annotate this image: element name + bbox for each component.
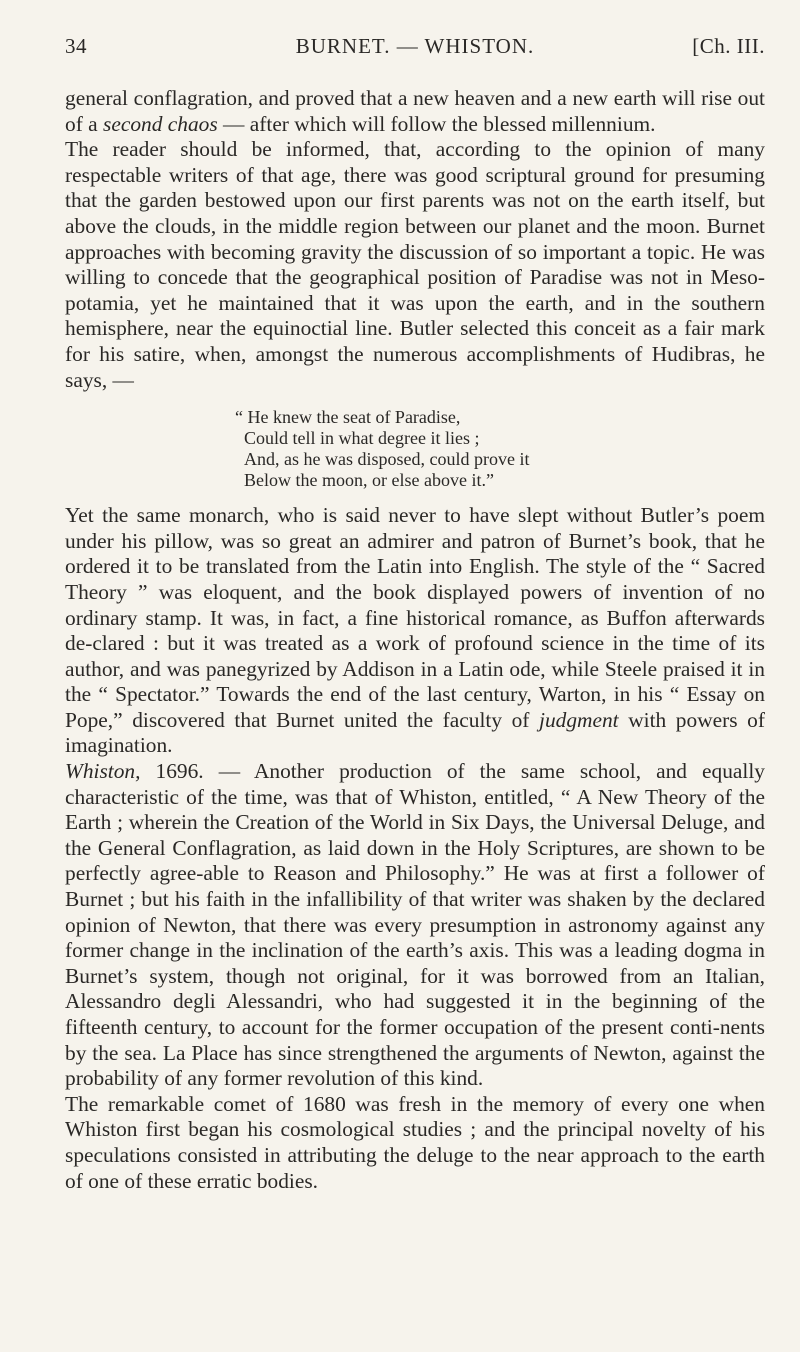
paragraph-4: Whiston, 1696. — Another production of the same school, and equally characteristic of the time, was that of Whiston, entitled, “ A New Theory of the Earth ; wherein the Creation of the World in Six Days, the Universal Deluge, and the General Conflagration, as laid down in the Holy Scriptures, are shown to be perfectly agree-able to Reason and Philosophy.” He was at first a follower of Burnet ; but his faith in the infallibility of that writer was shaken by the declared opinion of Newton, that there was every presumption in astronomy against any former change in the inclination of the earth’s axis. This was a leading dogma in Burnet’s system, though not original, for it was borrowed from an Italian, Alessandro degli Alessandri, who had suggested it in the beginning of the fifteenth century, to account for the former occupation of the present conti-nents by the sea. La Place has since strengthened the arguments of Newton, against the probability of any former revolution of this kind. bbox=[65, 759, 765, 1091]
paragraph-2: The reader should be informed, that, according to the opinion of many respectable writers of that age, there was good scriptural ground for presuming that the garden bestowed upon our first parents was not on the earth itself, but above the clouds, in the middle region between our planet and the moon. Burnet approaches with becoming gravity the discussion of so important a topic. He was willing to concede that the geographical position of Paradise was not in Meso-potamia, yet he maintained that it was upon the earth, and in the southern hemisphere, near the equinoctial line. Butler selected this conceit as a fair mark for his satire, when, amongst the numerous accomplishments of Hudibras, he says, — bbox=[65, 137, 765, 392]
page-number: 34 bbox=[65, 34, 87, 58]
verse-quotation bbox=[235, 407, 765, 491]
body-text bbox=[65, 86, 765, 1194]
running-title: BURNET. — WHISTON. bbox=[295, 34, 535, 58]
page-header bbox=[65, 34, 765, 62]
paragraph-5: The remarkable comet of 1680 was fresh in the memory of every one when Whiston first began his cosmological studies ; and the principal novelty of his speculations consisted in attributing the deluge to the near approach to the earth of one of these erratic bodies. bbox=[65, 1091, 765, 1193]
verse-line-3: And, as he was disposed, could prove it bbox=[244, 449, 530, 470]
italic-second-chaos: second chaos bbox=[103, 111, 218, 136]
italic-judgment: judgment bbox=[539, 707, 619, 732]
verse-line-4: Below the moon, or else above it.” bbox=[244, 470, 494, 491]
paragraph-3: Yet the same monarch, who is said never to have slept without Butler’s poem under his pillow, was so great an admirer and patron of Burnet’s book, that he ordered it to be translated from the Latin into English. The style of the “ Sacred Theory ” was eloquent, and the book displayed powers of invention of no ordinary stamp. It was, in fact, a fine historical romance, as Buffon afterwards de-clared : but it was treated as a work of profound science in the time of its author, and was panegyrized by Addison in a Latin ode, while Steele praised it in the “ Spectator.” Towards the end of the last century, Warton, in his “ Essay on Pope,” discovered that Burnet united the faculty of judgment with powers of imagination. bbox=[65, 503, 765, 758]
chapter-marker: [Ch. III. bbox=[692, 34, 765, 58]
italic-whiston: Whiston, bbox=[65, 759, 141, 784]
verse-line-2: Could tell in what degree it lies ; bbox=[244, 428, 480, 449]
verse-line-1: “ He knew the seat of Paradise, bbox=[235, 407, 461, 428]
paragraph-1: general conflagration, and proved that a new heaven and a new earth will rise out of a second chaos — after which will follow the blessed millennium. bbox=[65, 86, 765, 136]
